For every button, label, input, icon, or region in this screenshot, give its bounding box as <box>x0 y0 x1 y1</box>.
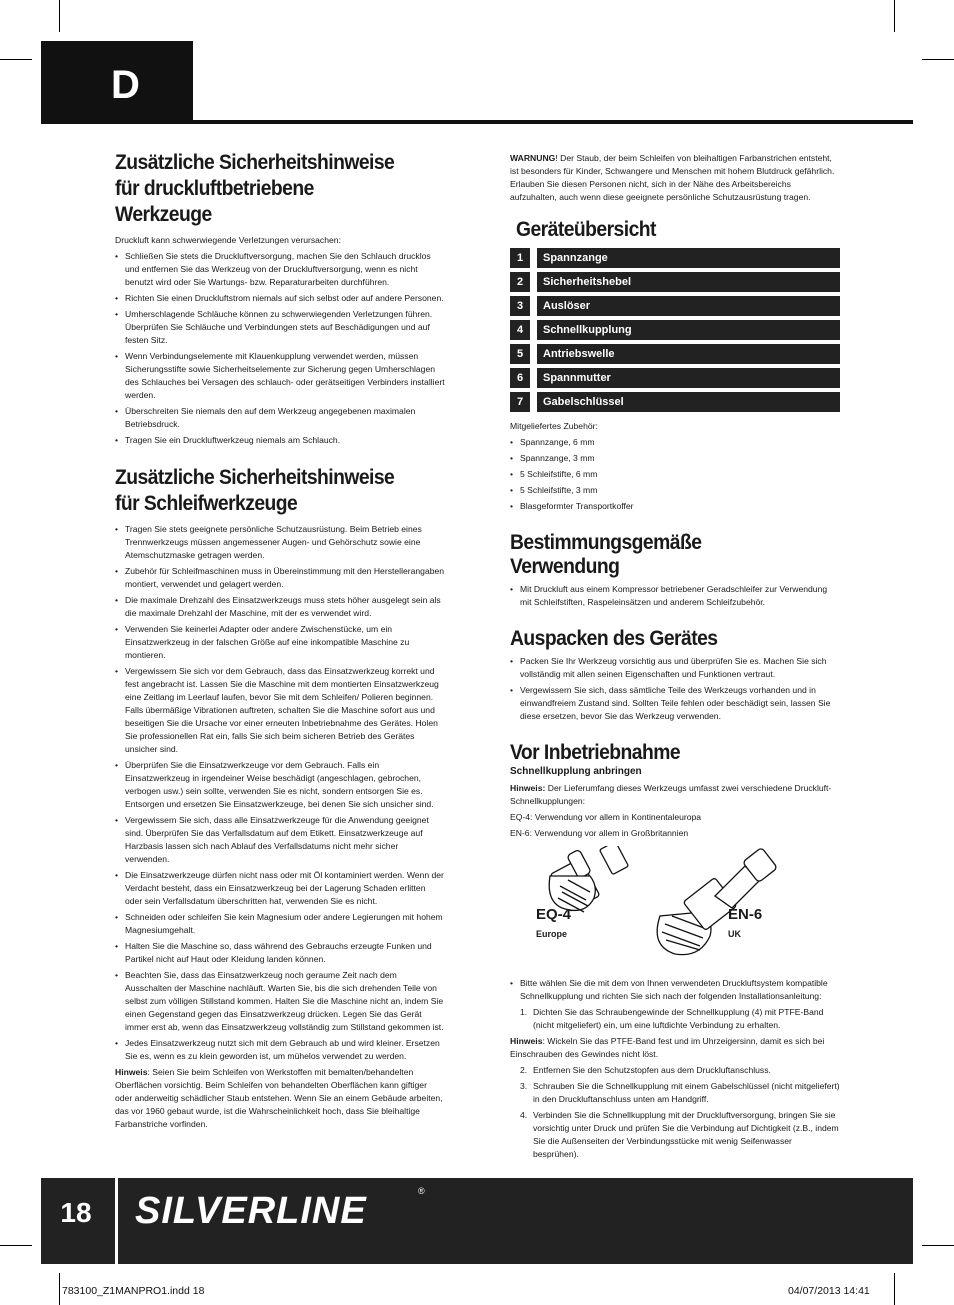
list-item: • Richten Sie einen Druckluftstrom niemals auf sich selbst oder auf andere Personen. <box>115 292 445 305</box>
section-title-overview: Geräteübersicht <box>516 218 656 241</box>
grinding-safety-list <box>115 523 445 1063</box>
intended-use-list <box>510 583 840 609</box>
parts-row: 7 Gabelschlüssel <box>510 392 840 412</box>
list-item: • Verwenden Sie keinerlei Adapter oder andere Zwischenstücke, um ein Einsatzwerkzeug in der falschen Größe auf eine inkompatible Maschine zu montieren. <box>115 623 445 662</box>
right-column <box>510 152 840 1164</box>
footer-divider <box>115 1178 118 1264</box>
list-item: • Vergewissern Sie sich vor dem Gebrauch, dass das Einsatzwerkzeug korrekt und fest angebracht ist. Lassen Sie die Maschine mit dem montierten Einsatzwerkzeug eine Zeitlang im Leerlauf laufen, bevor Sie mit dem Schleifen/ Polieren beginnen. Falls übermäßige Vibrationen auftreten, schalten Sie die Maschine sofort aus und beseitigen Sie die Ursache vor einer erneuten Inbetriebnahme des Gerätes. Holen Sie professionellen Rat ein, falls Sie sich beim sicheren Betrieb des Gerätes unsicher sind. <box>115 665 445 756</box>
list-item: • Spannzange, 3 mm <box>510 452 840 465</box>
list-item: • Packen Sie Ihr Werkzeug vorsichtig aus und überprüfen Sie es. Machen Sie sich vollständig mit allen seinen Eigenschaften und Funktionen vertraut. <box>510 655 840 681</box>
language-code: D <box>111 63 140 107</box>
list-item: • Jedes Einsatzwerkzeug nutzt sich mit dem Gebrauch ab und wird kleiner. Ersetzen Sie es, wenn es zu klein geworden ist, um mühelos verwendet zu werden. <box>115 1037 445 1063</box>
list-item: • Wenn Verbindungselemente mit Klauenkupplung verwendet werden, müssen Sicherungsstifte sowie Sicherheitselemente zur Sicherung gegen Umherschlagen des Schlauches bei Versagen des schlauch- oder gerätseitigen Verbinders installiert werden. <box>115 350 445 402</box>
parts-row: 4 Schnellkupplung <box>510 320 840 340</box>
list-item: • Vergewissern Sie sich, dass sämtliche Teile des Werkzeugs vorhanden und in einwandfreiem Zustand sind. Sollten Teile fehlen oder beschädigt sein, lassen Sie diese ersetzen, bevor Sie das Werkzeug verwenden. <box>510 684 840 723</box>
unpacking-list <box>510 655 840 723</box>
list-item: • Spannzange, 6 mm <box>510 436 840 449</box>
list-item: 2. Entfernen Sie den Schutzstopfen aus dem Druckluftanschluss. <box>520 1065 771 1075</box>
left-column <box>115 150 445 1131</box>
crop-mark <box>59 0 60 32</box>
print-date: 04/07/2013 14:41 <box>788 1285 870 1297</box>
list-item: • Tragen Sie ein Druckluftwerkzeug niemals am Schlauch. <box>115 434 445 447</box>
grinding-note: Hinweis: Seien Sie beim Schleifen von Werkstoffen mit bemalten/behandelten Oberflächen vorsichtig. Beim Schleifen von behandelten Oberflächen kann giftiger oder anderweitig schädlicher Staub entstehen. Wenn Sie an einem Gebäude arbeiten, das vor 1960 gebaut wurde, ist die Wahrscheinlichkeit hoch, dass Sie bleihaltige Farbanstriche vorfinden. <box>115 1067 443 1129</box>
list-item: • Halten Sie die Maschine so, dass während des Gebrauchs erzeugte Funken und Partikel nicht auf Haut oder Kleidung landen können. <box>115 940 445 966</box>
list-item: • Zubehör für Schleifmaschinen muss in Übereinstimmung mit den Herstellerangaben montiert, verwendet und gelagert werden. <box>115 565 445 591</box>
section-title-unpacking: Auspacken des Gerätes <box>510 627 718 650</box>
section-title-before-use: Vor Inbetriebnahme <box>510 741 681 764</box>
accessories-list <box>510 436 840 513</box>
installation-list <box>510 977 840 1003</box>
section-title-intended-use: Bestimmungsgemäße Verwendung <box>510 531 702 578</box>
parts-row: 3 Auslöser <box>510 296 840 316</box>
en6-line: EN-6: Verwendung vor allem in Großbritannien <box>510 828 689 838</box>
list-item: • 5 Schleifstifte, 3 mm <box>510 484 840 497</box>
list-item: • Die Einsatzwerkzeuge dürfen nicht nass oder mit Öl kontaminiert werden. Wenn der Verdacht besteht, dass ein Einsatzwerkzeug bei der Lagerung Schaden erlitten oder sein Verfallsdatum überschritten hat, verwenden Sie es nicht. <box>115 869 445 908</box>
parts-list <box>510 248 840 412</box>
pneumatic-safety-list <box>115 250 445 447</box>
accessories-intro: Mitgeliefertes Zubehör: <box>510 421 598 431</box>
eq4-label: EQ-4 <box>536 906 572 923</box>
installation-steps-b <box>510 1064 840 1161</box>
header-rule <box>41 120 913 124</box>
crop-mark <box>0 59 32 60</box>
list-item: • Schließen Sie stets die Druckluftversorgung, machen Sie den Schlauch drucklos und entfernen Sie das Werkzeug von der Druckluftversorgung, wenn es nicht benutzt wird oder Sie Wartungs- bzw. Reparaturarbeiten durchführen. <box>115 250 445 289</box>
parts-row: 6 Spannmutter <box>510 368 840 388</box>
crop-mark <box>922 59 954 60</box>
registered-mark: ® <box>418 1186 425 1196</box>
list-item: • Überprüfen Sie die Einsatzwerkzeuge vor dem Gebrauch. Falls ein Einsatzwerkzeug in irgendeiner Weise beschädigt (angeschlagen, gebrochen, verbogen usw.) sein sollte, verwenden Sie es nicht, sondern entsorgen Sie es. Entsorgen und ersetzen Sie Einsatzwerkzeuge, bei denen Sie sich unsicher sind. <box>115 759 445 811</box>
list-item: 3. Schrauben Sie die Schnellkupplung mit einem Gabelschlüssel (nicht mitgeliefert) in den Druckluftanschluss unten am Handgriff. <box>520 1081 840 1104</box>
pneumatic-intro: Druckluft kann schwerwiegende Verletzungen verursachen: <box>115 235 341 245</box>
eq4-region: Europe <box>536 929 568 939</box>
list-item: • Umherschlagende Schläuche können zu schwerwiegenden Verletzungen führen. Überprüfen Sie Schläuche und Verbindungen stets auf Beschädigungen und auf festen Sitz. <box>115 308 445 347</box>
list-item: 1. Dichten Sie das Schraubengewinde der Schnellkupplung (4) mit PTFE-Band (nicht mitgeliefert) ein, um eine luftdichte Verbindung zu erhalten. <box>520 1007 824 1030</box>
crop-mark <box>894 0 895 32</box>
subsection-title: Schnellkupplung anbringen <box>510 766 642 777</box>
brand-logo: SILVERLINE <box>135 1190 367 1232</box>
crop-mark <box>59 1273 60 1305</box>
coupling-illustration <box>510 846 840 971</box>
parts-row: 5 Antriebswelle <box>510 344 840 364</box>
list-item: • 5 Schleifstifte, 6 mm <box>510 468 840 481</box>
file-name: 783100_Z1MANPRO1.indd 18 <box>62 1285 205 1297</box>
en6-region: UK <box>728 929 741 939</box>
list-item: 4. Verbinden Sie die Schnellkupplung mit der Druckluftversorgung, bringen Sie sie vorsichtig unter Druck und prüfen Sie die Verbindung auf Dichtigkeit (z.B., indem Sie die Außenseiten der Verbindungsstücke mit wenig Seifenwasser besprühen). <box>520 1110 839 1159</box>
coupling-note: Hinweis: Der Lieferumfang dieses Werkzeugs umfasst zwei verschiedene Druckluft-Schnellkupplungen: <box>510 783 832 806</box>
crop-mark <box>894 1273 895 1305</box>
page-number: 18 <box>60 1197 92 1228</box>
list-item: • Beachten Sie, dass das Einsatzwerkzeug noch geraume Zeit nach dem Ausschalten der Maschine nachläuft. Warten Sie, bis die sich drehenden Teile von selbst zum völligen Stillstand kommen. Halten Sie die Maschine nicht an, indem Sie einen Gegenstand gegen das Einsatzwerkzeug drücken. Legen Sie das Gerät immer erst ab, wenn das Einsatzwerkzeug vollständig zum Stillstand gekommen ist. <box>115 969 445 1034</box>
list-item: • Überschreiten Sie niemals den auf dem Werkzeug angegebenen maximalen Betriebsdruck. <box>115 405 445 431</box>
list-item: • Bitte wählen Sie die mit dem von Ihnen verwendeten Druckluftsystem kompatible Schnellkupplung und richten Sie sich nach der folgenden Installationsanleitung: <box>510 977 840 1003</box>
parts-row: 2 Sicherheitshebel <box>510 272 840 292</box>
eq4-line: EQ-4: Verwendung vor allem in Kontinentaleuropa <box>510 812 702 822</box>
section-title-pneumatic-safety: Zusätzliche Sicherheitshinweise für druckluftbetriebene Werkzeuge <box>115 151 395 226</box>
list-item: • Mit Druckluft aus einem Kompressor betriebener Geradschleifer zur Verwendung mit Schleifstiften, Raspeleinsätzen und anderem Schleifzubehör. <box>510 583 840 609</box>
language-tab <box>41 41 193 123</box>
warning-paragraph: WARNUNG! Der Staub, der beim Schleifen von bleihaltigen Farbanstrichen entsteht, ist besonders für Kinder, Schwangere und Menschen mit hohem Blutdruck gefährlich. Erlauben Sie diesen Personen nicht, sich in der Nähe des Arbeitsbereichs aufzuhalten, auch wenn diese geeignete persönliche Schutzausrüstung tragen. <box>510 153 835 202</box>
en6-label: EN-6 <box>728 906 763 923</box>
crop-mark <box>0 1245 32 1246</box>
list-item: • Schneiden oder schleifen Sie kein Magnesium oder andere Legierungen mit hohem Magnesiumgehalt. <box>115 911 445 937</box>
section-title-grinding-safety: Zusätzliche Sicherheitshinweise für Schleifwerkzeuge <box>115 466 395 515</box>
installation-steps-a <box>510 1006 840 1032</box>
list-item: • Blasgeformter Transportkoffer <box>510 500 840 513</box>
parts-row: 1 Spannzange <box>510 248 840 268</box>
list-item: • Vergewissern Sie sich, dass alle Einsatzwerkzeuge für die Anwendung geeignet sind. Überprüfen Sie das Verfallsdatum auf dem Etikett. Einsatzwerkzeuge auf Harzbasis lassen sich nach Ablauf des Verfallsdatums nicht mehr sicher verwenden. <box>115 814 445 866</box>
crop-mark <box>922 1245 954 1246</box>
list-item: • Die maximale Drehzahl des Einsatzwerkzeugs muss stets höher ausgelegt sein als die maximale Drehzahl der Maschine, mit der es verwendet wird. <box>115 594 445 620</box>
list-item: • Tragen Sie stets geeignete persönliche Schutzausrüstung. Beim Betrieb eines Trennwerkzeugs müssen angemessener Augen- und Gehörschutz sowie eine Atemschutzmaske getragen werden. <box>115 523 445 562</box>
ptfe-note: Hinweis: Wickeln Sie das PTFE-Band fest und im Uhrzeigersinn, damit es sich bei Einschrauben des Gewindes nicht löst. <box>510 1036 825 1059</box>
